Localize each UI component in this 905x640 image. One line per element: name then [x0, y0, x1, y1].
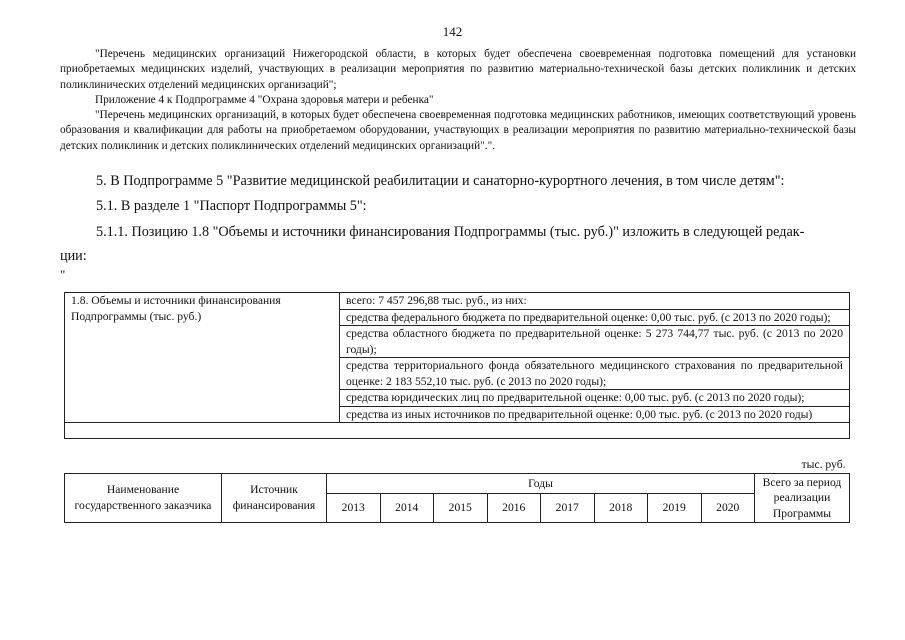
year-cell: 2016	[487, 494, 541, 523]
intro-paragraph: Приложение 4 к Подпрограмме 4 "Охрана здоровья матери и ребенка"	[95, 93, 434, 106]
header-customer: Наименование государственного заказчика	[65, 473, 222, 523]
year-cell: 2018	[594, 494, 648, 523]
budget-table	[64, 457, 850, 523]
finance-row	[65, 293, 850, 310]
finance-value: средства территориального фонда обязательного медицинского страхования по предварительной оценке: 2 183 552,10 тыс. руб. (с 2013 по 2020 годы);	[340, 358, 850, 390]
finance-table	[64, 292, 850, 439]
item-5-1-1-continuation: ции:	[60, 248, 87, 264]
finance-value: всего: 7 457 296,88 тыс. руб., из них:	[340, 293, 850, 310]
year-cell: 2020	[701, 494, 755, 523]
year-cell: 2015	[434, 494, 488, 523]
intro-paragraph: "Перечень медицинских организаций, в которых будет обеспечена своевременная подготовка медицинских работников, имеющих соответствующий уровень образования и квалификации для работы на приобретаемом оборудовании, участвующих в реализации мероприятия по развитию материально-технической базы детских поликлиник и детских поликлинических отделений медицинских организаций".".	[60, 109, 856, 152]
finance-label: 1.8. Объемы и источники финансирования Подпрограммы (тыс. руб.)	[65, 293, 340, 423]
year-cell: 2019	[648, 494, 702, 523]
year-cell: 2013	[327, 494, 381, 523]
year-cell: 2017	[541, 494, 595, 523]
header-total: Всего за период реализации Программы	[755, 473, 850, 523]
finance-value: средства областного бюджета по предварительной оценке: 5 273 744,77 тыс. руб. (с 2013 по 2020 годы);	[340, 326, 850, 358]
unit-row	[65, 457, 850, 473]
intro-paragraph: "Перечень медицинских организаций Нижегородской области, в которых будет обеспечена своевременная подготовка помещений для установки приобретаемых медицинских изделий, участвующих в реализации мероприятия по развитию материально-технической базы детских поликлиник и детских поликлинических отделений медицинских организаций";	[60, 48, 856, 91]
header-source: Источник финансирования	[222, 473, 327, 523]
item-5-1: 5.1. В разделе 1 "Паспорт Подпрограммы 5":	[96, 198, 367, 214]
header-years: Годы	[327, 473, 755, 494]
page-number: 142	[442, 24, 463, 39]
finance-value: средства федерального бюджета по предварительной оценке: 0,00 тыс. руб. (с 2013 по 2020 годы);	[340, 309, 850, 326]
intro-block	[60, 47, 856, 154]
finance-empty-row	[65, 423, 850, 439]
open-quote: "	[60, 267, 66, 282]
finance-value: средства из иных источников по предварительной оценке: 0,00 тыс. руб. (с 2013 по 2020 годы)	[340, 406, 850, 423]
finance-value: средства юридических лиц по предварительной оценке: 0,00 тыс. руб. (с 2013 по 2020 годы);	[340, 390, 850, 407]
item-5-1-1: 5.1.1. Позицию 1.8 "Объемы и источники финансирования Подпрограммы (тыс. руб.)" изложить в следующей редак-	[96, 224, 805, 240]
item-5: 5. В Подпрограмме 5 "Развитие медицинской реабилитации и санаторно-курортного лечения, в том числе детям":	[96, 173, 785, 189]
header-row	[65, 473, 850, 494]
unit-label: тыс. руб.	[801, 458, 846, 471]
year-cell: 2014	[380, 494, 434, 523]
